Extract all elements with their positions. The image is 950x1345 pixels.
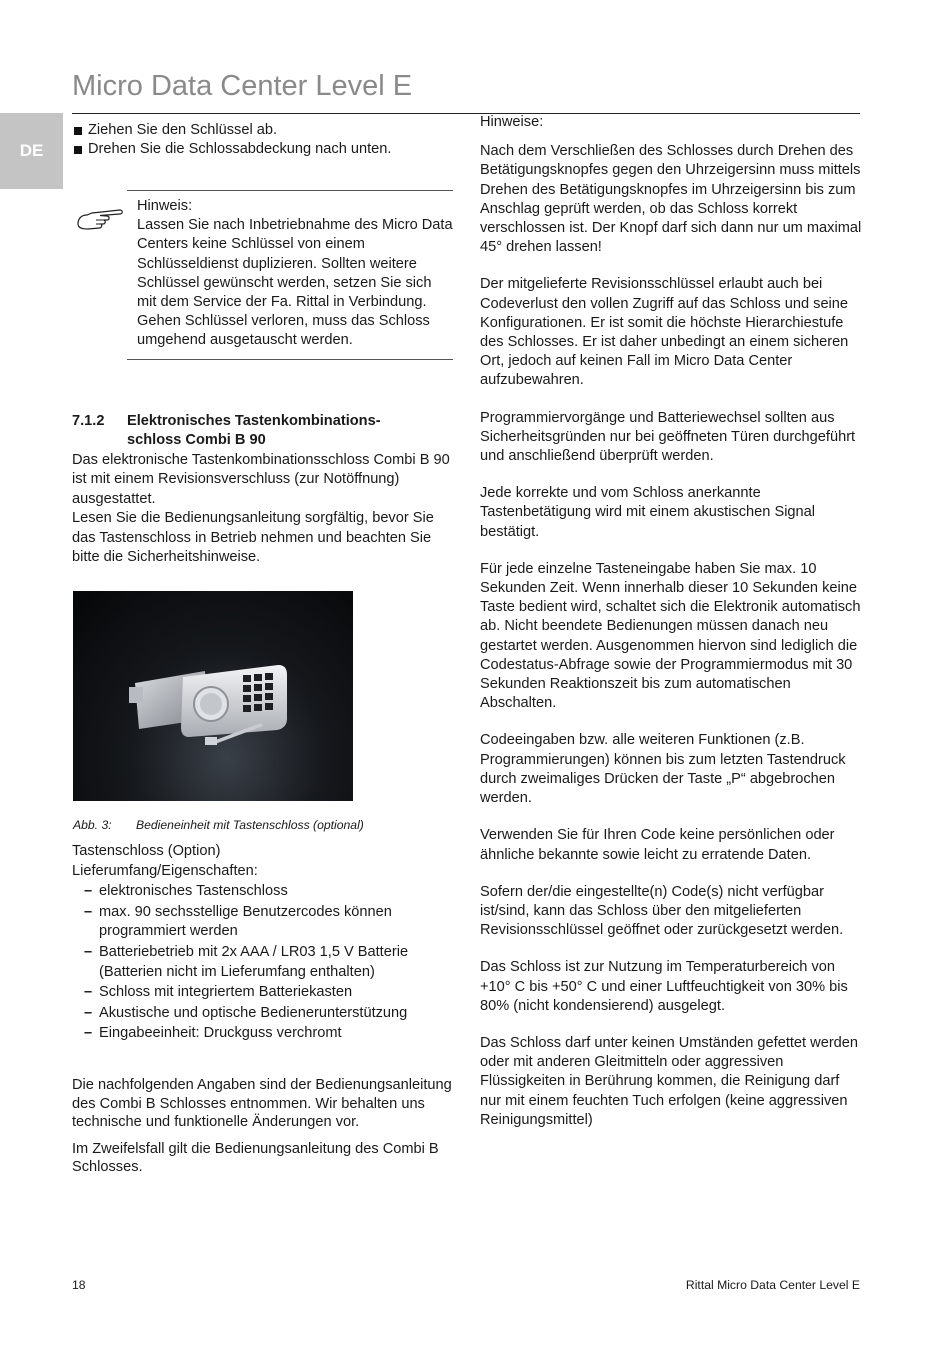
list-item [72, 882, 454, 902]
properties-list [72, 882, 454, 1044]
pointing-hand-icon [76, 204, 124, 232]
section-heading [72, 412, 454, 450]
notes-heading: Hinweise: [480, 114, 544, 130]
figure-caption [73, 818, 364, 832]
dash-bullet-icon: – [84, 984, 93, 1001]
dash-bullet-icon: – [84, 883, 93, 900]
list-item-text: Eingabeeinheit: Druckguss verchromt [99, 1025, 342, 1042]
square-bullet-icon [74, 127, 82, 135]
paragraph: Die nachfolgenden Angaben sind der Bedienungsanleitung des Combi B Schlosses entnommen. Wir behalten uns technische und funktionelle Änderungen vor. [72, 1077, 452, 1131]
language-tab [0, 113, 63, 189]
properties-block [72, 842, 454, 1045]
paragraph: Im Zweifelsfall gilt die Bedienungsanleitung des Combi B Schlosses. [72, 1140, 439, 1176]
list-item-text: Batteriebetrieb mit 2x AAA / LR03 1,5 V Batterie (Batterien nicht im Lieferumfang enthalten) [99, 943, 409, 980]
square-bullet-icon [74, 146, 82, 154]
figure-label: Abb. 3: [73, 818, 112, 832]
paragraph: Verwenden Sie für Ihren Code keine persönlichen oder ähnliche bekannte sowie leicht zu erratende Daten. [480, 827, 835, 863]
paragraph: Das Schloss darf unter keinen Umständen gefettet werden oder mit anderen Gleitmitteln oder aggressiven Flüssigkeiten in Berührung kommen, die Reinigung darf nur mit einem feuchten Tuch erfolgen (keine aggressiven Reinigungsmittel) [480, 1034, 859, 1128]
properties-line: Lieferumfang/Eigenschaften: [72, 862, 258, 879]
dash-bullet-icon: – [84, 943, 93, 960]
product-photo [73, 591, 353, 801]
section-title: schloss Combi B 90 [127, 432, 266, 448]
dash-bullet-icon: – [84, 1025, 93, 1042]
list-item [72, 903, 454, 942]
paragraph: Das Schloss ist zur Nutzung im Temperaturbereich von +10° C bis +50° C und einer Luftfeuchtigkeit von 30% bis 80% (nicht kondensierend) ausgelegt. [480, 959, 848, 1014]
list-item [72, 1004, 454, 1024]
list-item [72, 983, 454, 1003]
footer-title: Rittal Micro Data Center Level E [685, 1278, 860, 1292]
notes-column [480, 113, 862, 1148]
page-number: 18 [72, 1278, 86, 1292]
note-label: Hinweis: [137, 198, 193, 214]
list-item-text: max. 90 sechsstellige Benutzercodes können programmiert werden [99, 903, 392, 940]
section-title: Elektronisches Tastenkombinations- [127, 413, 381, 429]
note-text: Gehen Schlüssel verloren, muss das Schloss umgehend ausgetauscht werden. [137, 313, 430, 349]
note-text: Lassen Sie nach Inbetriebnahme des Micro Data Centers keine Schlüssel von einem Schlüsseldienst duplizieren. Sollten weitere Schlüssel gewünscht werden, setzen Sie sich mit dem Service der Fa. Rittal in Verbindung. [137, 217, 453, 311]
keypad-lock-illustration [73, 591, 353, 801]
closing-block [72, 1076, 454, 1185]
paragraph: Jede korrekte und vom Schloss anerkannte Tastenbetätigung wird mit einem akustischen Signal bestätigt. [480, 485, 816, 540]
dash-bullet-icon: – [84, 1004, 93, 1021]
figure-caption-text: Bedieneinheit mit Tastenschloss (optional) [136, 818, 364, 832]
paragraph: Das elektronische Tastenkombinationsschloss Combi B 90 ist mit einem Revisionsverschluss (zur Notöffnung) ausgestattet. [72, 452, 450, 507]
list-item-text: Schloss mit integriertem Batteriekasten [99, 984, 353, 1001]
step-item [72, 140, 454, 159]
paragraph: Der mitgelieferte Revisionsschlüssel erlaubt auch bei Codeverlust den vollen Zugriff auf das Schloss und seine Konfigurationen. Er ist somit die höchste Hierarchiestufe des Schlosses. Er ist daher unbedingt an einem sicheren Ort, jedoch auf keinen Fall im Micro Data Center aufzubewahren. [480, 276, 849, 389]
properties-line: Tastenschloss (Option) [72, 843, 221, 859]
list-item [72, 1024, 454, 1044]
list-item [72, 943, 454, 982]
step-list [72, 121, 454, 160]
page-title: Micro Data Center Level E [72, 70, 413, 102]
language-tab-label: DE [19, 141, 44, 160]
dash-bullet-icon: – [84, 903, 93, 920]
paragraph: Nach dem Verschließen des Schlosses durch Drehen des Betätigungsknopfes gegen den Uhrzeigersinn muss mittels Drehen des Betätigungsknopfes im Uhrzeigersinn bis zum Anschlag geprüft werden, ob das Schloss korrekt verschlossen ist. Der Knopf darf sich dann nur um maximal 45° drehen lassen! [480, 143, 862, 256]
list-item-text: Akustische und optische Bedienerunterstützung [99, 1004, 408, 1021]
note-box [127, 190, 453, 360]
paragraph: Lesen Sie die Bedienungsanleitung sorgfältig, bevor Sie das Tastenschloss in Betrieb nehmen und beachten Sie bitte die Sicherheitshinweise. [72, 510, 434, 566]
list-item-text: elektronisches Tastenschloss [99, 883, 288, 900]
section-body [72, 451, 454, 567]
step-item [72, 121, 454, 140]
paragraph: Sofern der/die eingestellte(n) Code(s) nicht verfügbar ist/sind, kann das Schloss über den mitgelieferten Revisionsschlüssel geöffnet oder zurückgesetzt werden. [480, 883, 844, 939]
paragraph: Codeeingaben bzw. alle weiteren Funktionen (z.B. Programmierungen) können bis zum letzten Tastendruck durch zweimaliges Drücken der Taste „P“ abgebrochen werden. [480, 732, 846, 807]
step-text: Drehen Sie die Schlossabdeckung nach unten. [88, 141, 392, 158]
paragraph: Programmiervorgänge und Batteriewechsel sollten aus Sicherheitsgründen nur bei geöffneten Türen durchgeführt und anschließend überprüft werden. [480, 409, 856, 465]
step-text: Ziehen Sie den Schlüssel ab. [88, 122, 278, 138]
paragraph: Für jede einzelne Tasteneingabe haben Sie max. 10 Sekunden Zeit. Wenn innerhalb dieser 10 Sekunden keine Taste bedient wird, schaltet sich die Elektronik automatisch ab. Nicht beendete Bedienungen müssen danach neu gestartet werden. Ausgenommen hiervon sind lediglich die Codestatus-Abfrage sowie der Programmiermodus mit 30 Sekunden Reaktionszeit bis zum automatischen Abschalten. [480, 560, 861, 712]
section-number: 7.1.2 [72, 413, 105, 429]
